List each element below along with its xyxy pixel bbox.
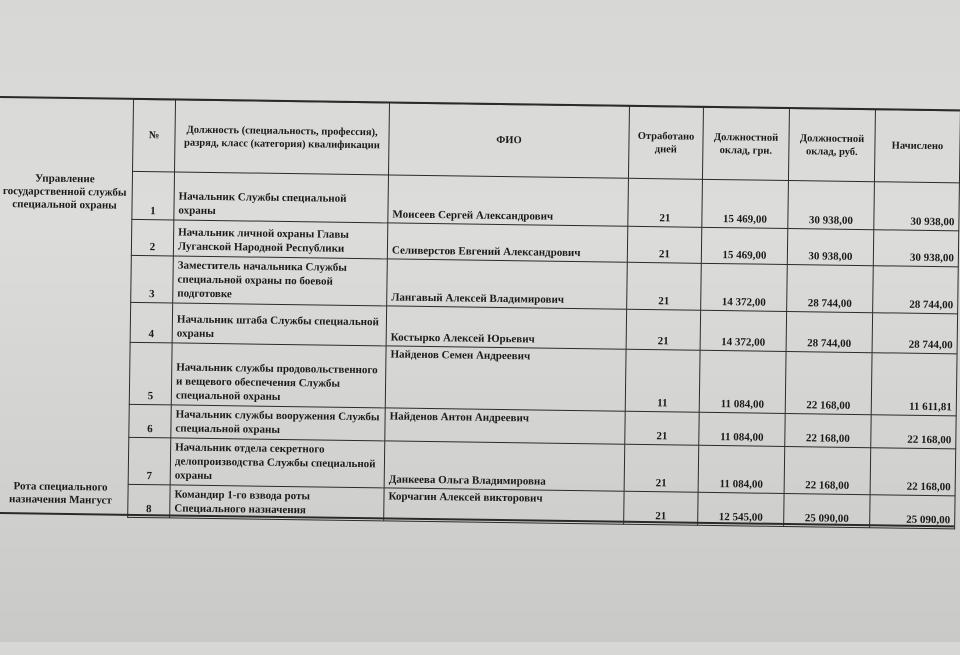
row-accrued: 30 938,00 [874,182,960,231]
header-fio: ФИО [388,103,629,178]
row-days: 21 [628,178,703,227]
table-row [129,342,957,416]
row-salary-rub: 30 938,00 [788,181,875,230]
row-salary-uah: 15 469,00 [701,227,787,264]
row-fio: Данкеева Ольга Владимировна [384,441,625,491]
row-days: 21 [627,262,702,310]
row-salary-rub: 30 938,00 [787,229,873,266]
row-days: 21 [627,226,701,263]
row-number: 8 [128,484,170,518]
row-days: 11 [625,349,700,412]
header-salary-uah: Должностной оклад, грн. [702,107,789,180]
row-fio: Найденов Антон Андреевич [385,408,625,444]
row-number: 3 [131,255,174,303]
row-salary-rub: 22 168,00 [785,351,872,414]
row-position: Начальник отдела секретного делопроизводства Службы специальной охраны [170,438,385,488]
department-label: Управление государственной службы специальной охраны [2,172,127,212]
row-days: 21 [625,411,699,445]
row-fio: Моисеев Сергей Александрович [388,175,629,226]
row-days: 21 [624,491,698,525]
row-number: 4 [130,302,173,343]
row-accrued: 25 090,00 [870,495,955,529]
row-number: 7 [128,437,171,485]
row-fio: Корчагин Алексей викторович [384,488,624,524]
row-fio: Селиверстов Евгений Александрович [387,223,627,262]
header-days: Отработано дней [628,106,703,179]
row-accrued: 28 744,00 [872,313,958,354]
row-salary-uah: 11 084,00 [699,350,786,413]
department-label: Рота специального назначения Мангуст [8,480,112,507]
row-salary-rub: 22 168,00 [784,446,871,494]
row-accrued: 22 168,00 [871,415,956,449]
row-number: 5 [129,342,172,405]
row-fio: Костырко Алексей Юрьевич [386,306,627,349]
row-accrued: 11 611,81 [871,353,957,416]
row-accrued: 22 168,00 [870,448,956,496]
header-row [133,99,960,183]
row-days: 21 [626,309,701,350]
header-salary-rub: Должностной оклад, руб. [788,109,875,182]
row-salary-uah: 14 372,00 [700,310,787,351]
row-accrued: 30 938,00 [873,230,958,267]
row-fio: Лангавый Алексей Владимирович [387,259,628,309]
row-salary-uah: 12 545,00 [698,492,784,526]
row-number: 6 [129,404,171,438]
row-salary-uah: 11 084,00 [698,445,785,493]
row-position: Начальник Службы специальной охраны [174,172,389,223]
row-salary-rub: 25 090,00 [784,493,870,527]
row-position: Начальник личной охраны Главы Луганской Народной Республики [173,220,387,259]
row-salary-rub: 22 168,00 [785,413,871,447]
row-salary-rub: 28 744,00 [786,312,873,353]
header-no: № [133,99,176,172]
row-position: Начальник службы продовольственного и вещевого обеспечения Службы специальной охраны [171,343,386,408]
row-position: Начальник штаба Службы специальной охраны [172,303,387,346]
row-salary-rub: 28 744,00 [787,265,874,313]
row-position: Заместитель начальника Службы специальной охраны по боевой подготовке [173,256,388,306]
payroll-table [127,99,960,530]
row-fio: Найденов Семен Андреевич [385,346,626,411]
header-position: Должность (специальность, профессия), разряд, класс (категория) квалификации [175,100,390,175]
row-salary-uah: 11 084,00 [699,412,785,446]
row-accrued: 28 744,00 [873,266,959,314]
row-days: 21 [624,444,699,492]
row-position: Командир 1-го взвода роты Специального назначения [170,485,384,521]
row-salary-uah: 14 372,00 [701,263,788,311]
row-salary-uah: 15 469,00 [702,179,789,228]
row-number: 2 [131,219,173,256]
header-accrued: Начислено [874,110,960,183]
row-position: Начальник службы вооружения Службы специальной охраны [171,405,385,441]
row-number: 1 [132,171,175,220]
